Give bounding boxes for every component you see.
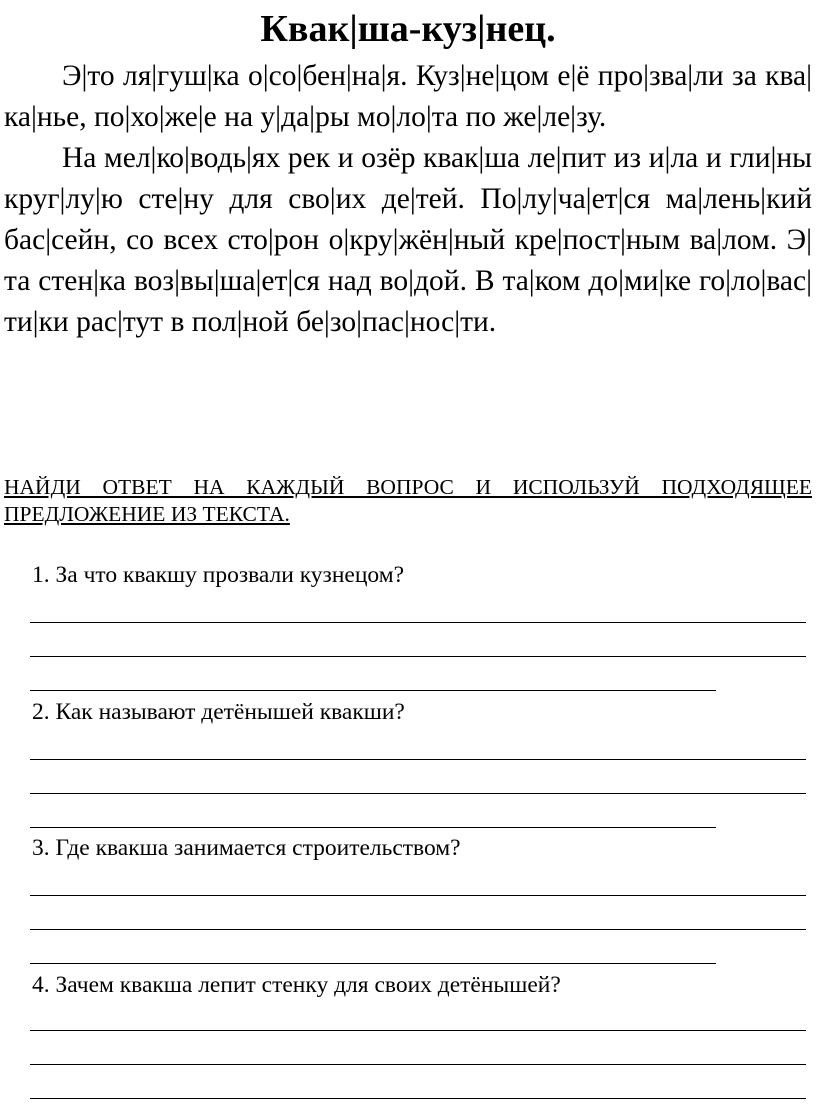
answer-line-3-2[interactable] bbox=[30, 929, 806, 930]
question-1: 1. За что квакшу прозвали кузнецом? bbox=[32, 562, 405, 588]
answer-line-1-3[interactable] bbox=[30, 690, 716, 691]
question-4: 4. Зачем квакша лепит стенку для своих детёнышей? bbox=[32, 972, 561, 998]
story-text bbox=[4, 56, 812, 343]
question-2: 2. Как называют детёнышей квакши? bbox=[32, 699, 405, 725]
answer-line-2-1[interactable] bbox=[30, 759, 806, 760]
answer-line-3-3[interactable] bbox=[30, 963, 716, 964]
answer-line-3-1[interactable] bbox=[30, 895, 806, 896]
answer-line-4-2[interactable] bbox=[30, 1064, 806, 1065]
story-paragraph-2: На мел|ко|водь|ях рек и озёр квак|ша ле|пит из и|ла и гли|ны круг|лу|ю сте|ну для сво|их де|тей. По|лу|ча|ет|ся ма|лень|кий бас|сейн, со всех сто|рон о|кру|жён|ный кре|пост|ным ва|лом. Э|та стен|ка воз|вы|ша|ет|ся над во|дой. В та|ком до|ми|ке го|ло|вас|ти|ки рас|тут в пол|ной бе|зо|пас|нос|ти. bbox=[4, 142, 812, 338]
answer-line-4-3[interactable] bbox=[30, 1098, 806, 1099]
answer-line-1-2[interactable] bbox=[30, 656, 806, 657]
answer-line-1-1[interactable] bbox=[30, 622, 806, 623]
question-3: 3. Где квакша занимается строительством? bbox=[32, 835, 461, 861]
page-title: Квак|ша-куз|нец. bbox=[260, 8, 556, 50]
answer-line-4-1[interactable] bbox=[30, 1030, 806, 1031]
story-paragraph-1: Э|то ля|гуш|ка о|со|бен|на|я. Куз|не|цом е|ё про|зва|ли за ква|ка|нье, по|хо|же|е на у|да|ры мо|ло|та по же|ле|зу. bbox=[4, 60, 812, 133]
answer-line-2-3[interactable] bbox=[30, 827, 716, 828]
answer-line-2-2[interactable] bbox=[30, 793, 806, 794]
task-instruction: НАЙДИ ОТВЕТ НА КАЖДЫЙ ВОПРОС И ИСПОЛЬЗУЙ ПОДХОДЯЩЕЕ ПРЕДЛОЖЕНИЕ ИЗ ТЕКСТА. bbox=[4, 475, 812, 526]
